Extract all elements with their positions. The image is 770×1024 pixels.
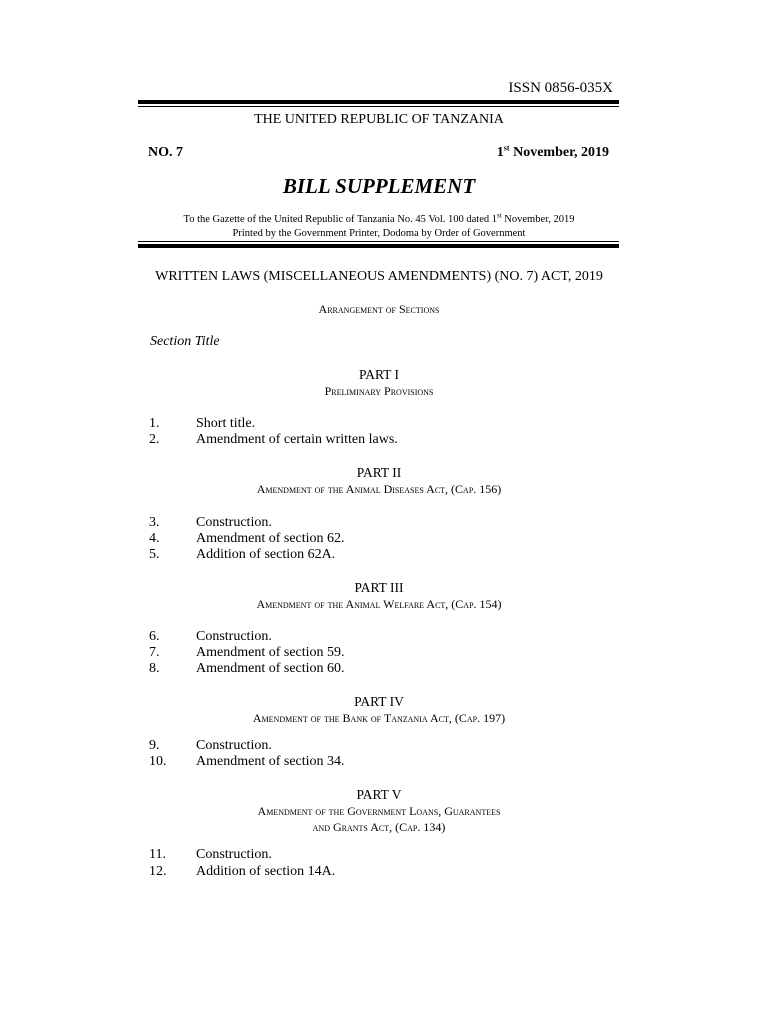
act-title: WRITTEN LAWS (MISCELLANEOUS AMENDMENTS) (NO. 7) ACT, 2019 bbox=[155, 269, 603, 284]
section-text: Amendment of section 34. bbox=[196, 754, 345, 769]
republic-title: THE UNITED REPUBLIC OF TANZANIA bbox=[254, 112, 504, 127]
section-text: Amendment of certain written laws. bbox=[196, 432, 398, 447]
section-number: 6. bbox=[149, 629, 160, 644]
part-label: PART V bbox=[356, 787, 402, 802]
bottom-rule-thin bbox=[138, 241, 619, 242]
bill-date: 1st November, 2019 bbox=[496, 143, 609, 160]
section-text: Construction. bbox=[196, 515, 272, 530]
section-number: 8. bbox=[149, 661, 160, 676]
part-subtitle: Amendment of the Animal Welfare Act, (Cap. 154) bbox=[256, 597, 502, 611]
section-text: Amendment of section 59. bbox=[196, 645, 345, 660]
section-title-label: Section Title bbox=[150, 334, 220, 349]
section-number: 1. bbox=[149, 416, 160, 431]
section-text: Construction. bbox=[196, 847, 272, 862]
arrangement-heading: Arrangement of Sections bbox=[318, 302, 440, 316]
part-label: PART III bbox=[354, 580, 404, 595]
section-number: 9. bbox=[149, 738, 160, 753]
section-number: 2. bbox=[149, 432, 160, 447]
top-rule-thick bbox=[138, 100, 619, 104]
part-subtitle: Amendment of the Bank of Tanzania Act, (Cap. 197) bbox=[252, 711, 506, 725]
part-subtitle: Amendment of the Animal Diseases Act, (Cap. 156) bbox=[256, 482, 502, 496]
section-number: 10. bbox=[149, 754, 167, 769]
part-subtitle: Preliminary Provisions bbox=[324, 384, 434, 398]
bill-number: NO. 7 bbox=[148, 145, 183, 160]
part-subtitle: Amendment of the Government Loans, Guarantees bbox=[257, 804, 501, 818]
issn: ISSN 0856-035X bbox=[508, 80, 613, 96]
section-text: Addition of section 62A. bbox=[196, 547, 336, 562]
section-number: 11. bbox=[149, 847, 166, 862]
section-number: 12. bbox=[149, 864, 167, 879]
section-text: Addition of section 14A. bbox=[196, 864, 336, 879]
section-text: Short title. bbox=[196, 416, 256, 431]
part-label: PART II bbox=[356, 465, 402, 480]
bottom-rule-thick bbox=[138, 244, 619, 248]
section-number: 5. bbox=[149, 547, 160, 562]
section-text: Construction. bbox=[196, 738, 272, 753]
top-rule-thin bbox=[138, 106, 619, 107]
page-title: BILL SUPPLEMENT bbox=[282, 174, 476, 198]
gazette-note: To the Gazette of the United Republic of Tanzania No. 45 Vol. 100 dated 1st November, 2019 Printed by the Government Printer, Dodoma by Order of Government bbox=[183, 211, 575, 239]
section-text: Construction. bbox=[196, 629, 272, 644]
section-text: Amendment of section 62. bbox=[196, 531, 345, 546]
section-number: 4. bbox=[149, 531, 160, 546]
part-label: PART I bbox=[358, 367, 400, 382]
section-number: 3. bbox=[149, 515, 160, 530]
section-number: 7. bbox=[149, 645, 160, 660]
section-text: Amendment of section 60. bbox=[196, 661, 345, 676]
part-subtitle-line2: and Grants Act, (Cap. 134) bbox=[312, 820, 446, 834]
part-label: PART IV bbox=[354, 694, 404, 709]
